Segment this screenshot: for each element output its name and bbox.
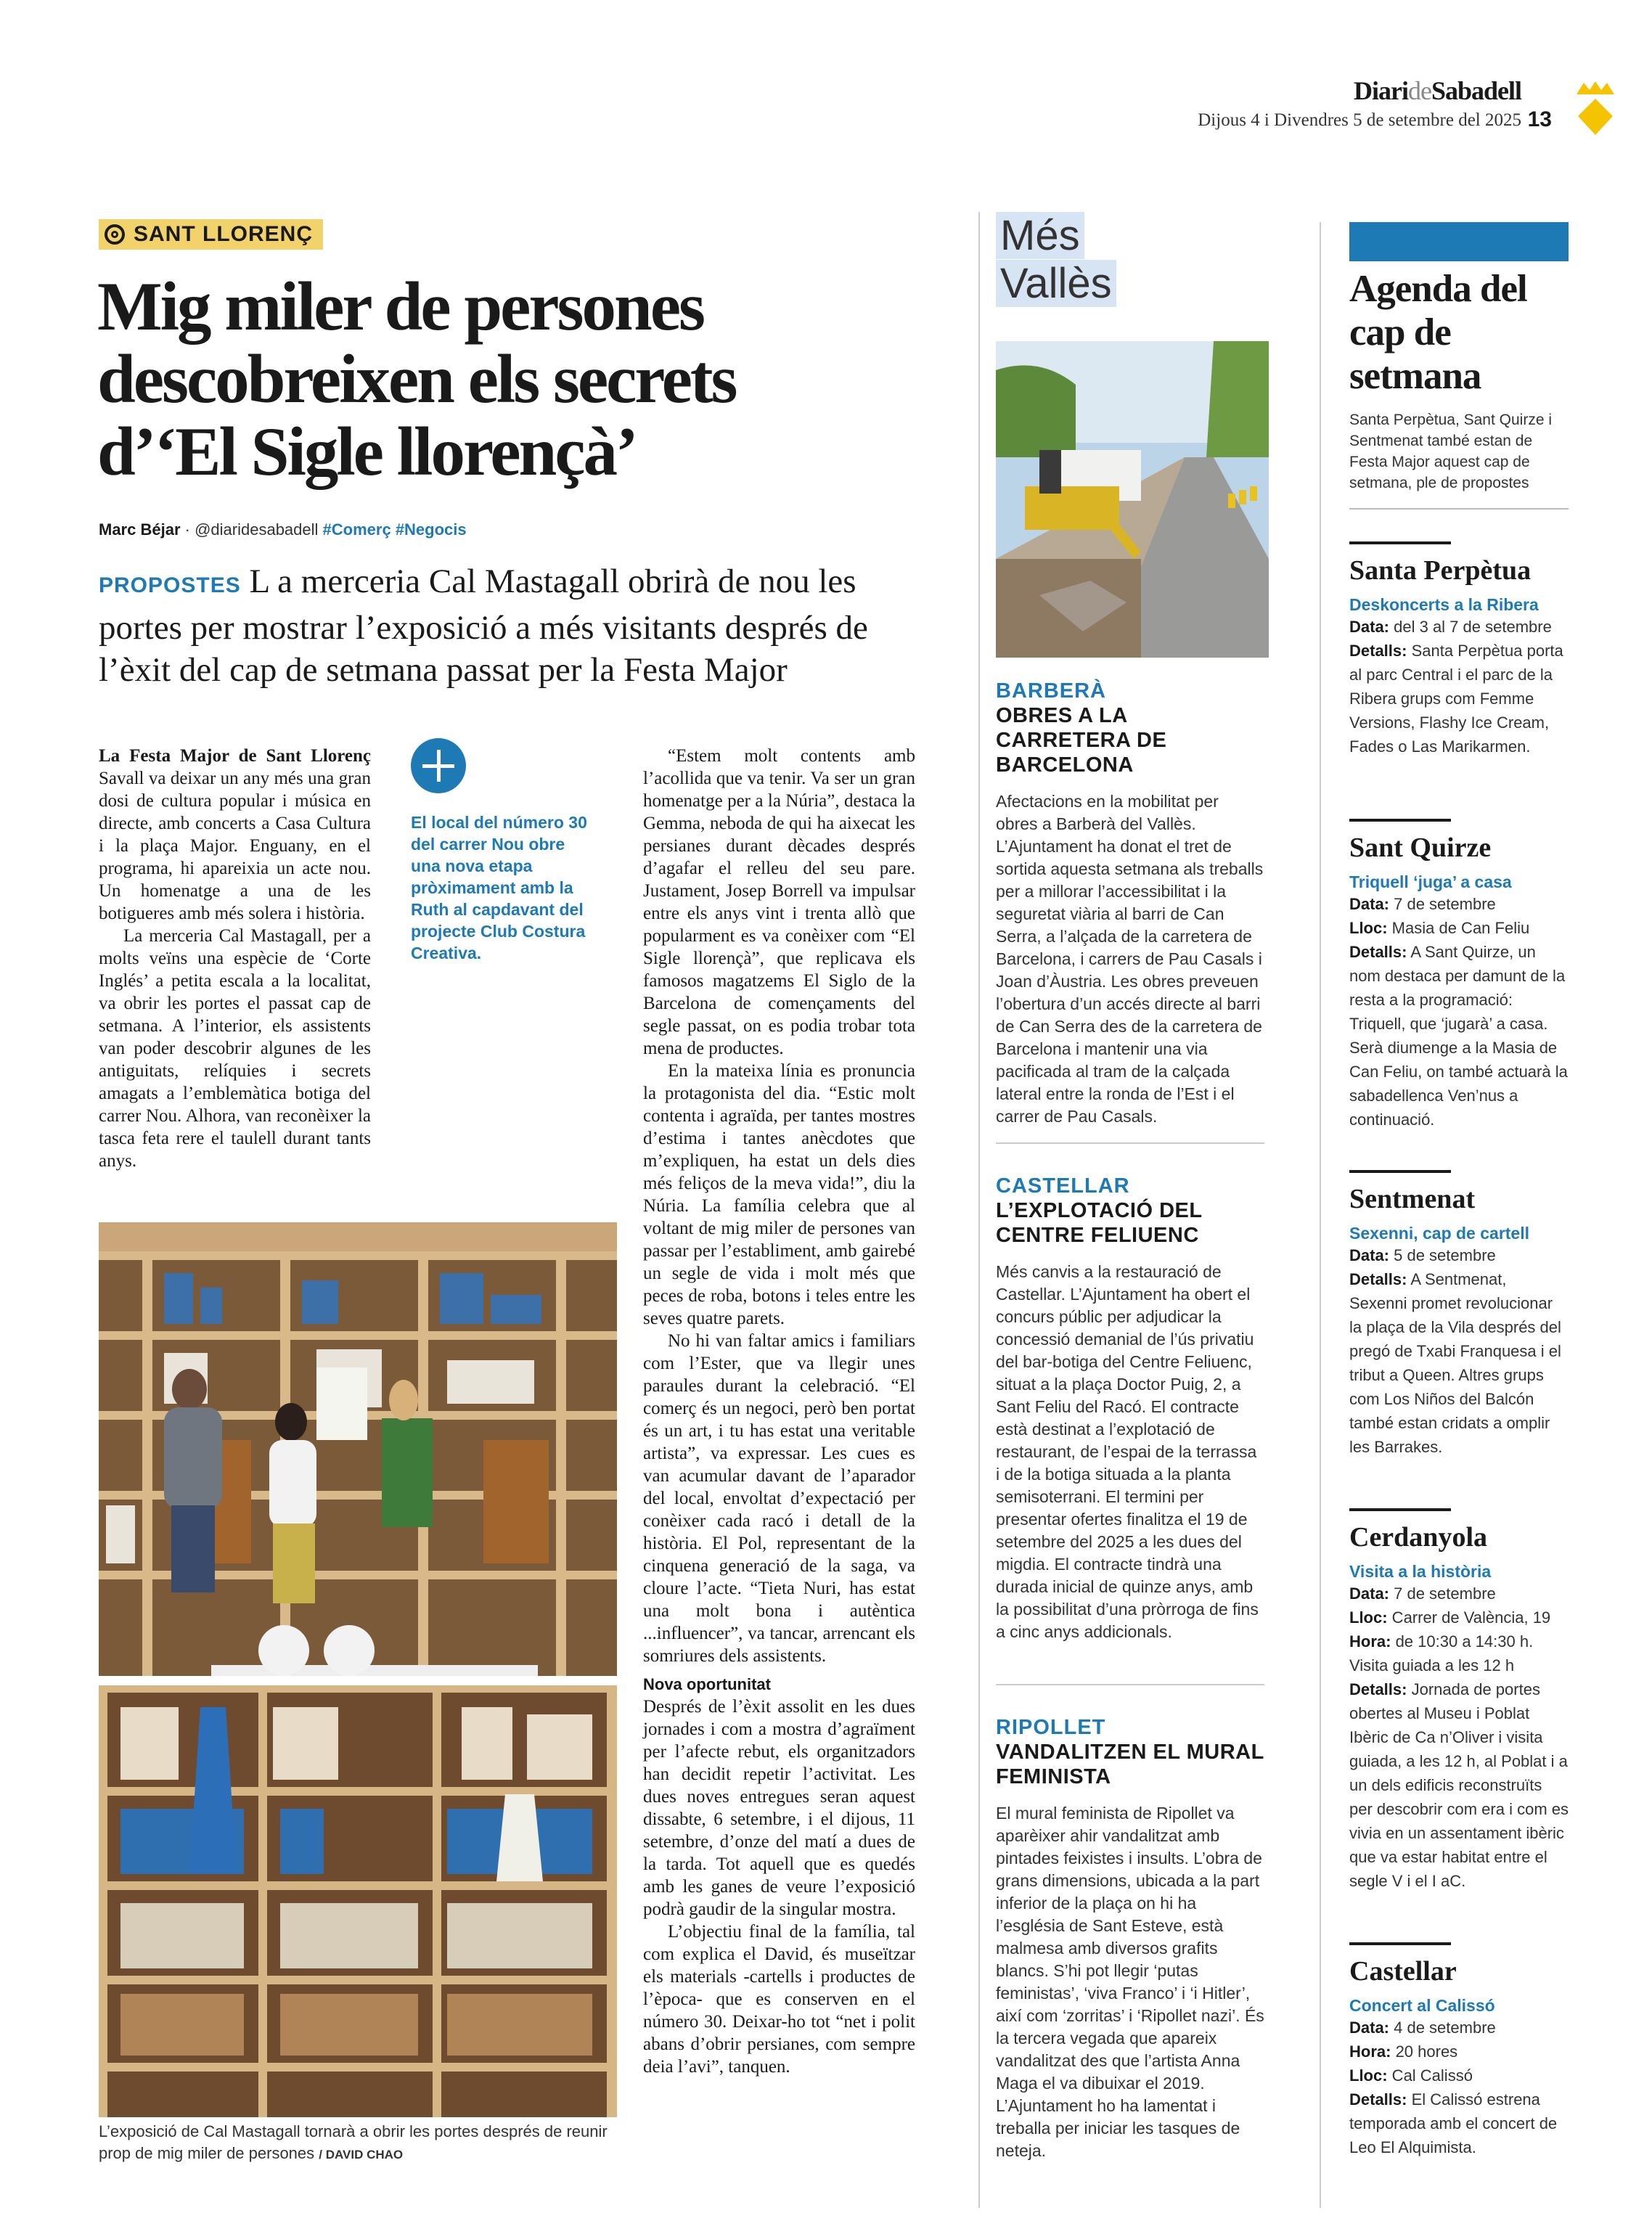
agenda-town: Cerdanyola <box>1349 1522 1487 1553</box>
shop-interior-photo <box>99 1222 617 1676</box>
paragraph: L’objectiu final de la família, tal com explica el David, és museïtzar els materials -cartells i productes de l’època- que es conserven en el número 30. Deixar-ho tot “net i polit abans d’obrir persianes, com sempre deia l’avi”, tanquen. <box>643 1922 915 2077</box>
line-key: Detalls: <box>1349 2090 1407 2109</box>
line-key: Hora: <box>1349 2042 1391 2061</box>
agenda-rule <box>1349 541 1451 544</box>
agenda-rule <box>1349 1508 1451 1511</box>
article-column-1 <box>99 745 371 1172</box>
agenda-details <box>1349 892 1569 1132</box>
line-key: Data: <box>1349 618 1390 636</box>
agenda-intro: Santa Perpètua, Sant Quirze i Sentmenat també estan de Festa Major aquest cap de setmana, ple de propostes <box>1349 412 1552 491</box>
line-key: Lloc: <box>1349 919 1388 937</box>
sabadell-crown-logo-icon <box>1574 80 1617 138</box>
paragraph <box>99 745 371 925</box>
line-value: 4 de setembre <box>1389 2019 1496 2037</box>
road-works-photo <box>996 341 1269 658</box>
line-value: A Sant Quirze, un nom destaca per damunt de la resta a la programació: Triquell, que ‘jugarà’ a casa. Serà diumenge a la Masia de Can Feliu, on també actuarà la sabadellenca Ven’nus a continuació. <box>1349 943 1568 1129</box>
agenda-line <box>1349 940 1569 1132</box>
agenda-line <box>1349 2016 1569 2040</box>
agenda-town: Sant Quirze <box>1349 833 1492 863</box>
brief-town: CASTELLAR <box>996 1174 1130 1198</box>
line-value: Santa Perpètua porta al parc Central i el parc de la Ribera grups com Femme Versions, Flashy Ice Cream, Fades o Las Marikarmen. <box>1349 642 1563 756</box>
line-key: Lloc: <box>1349 1608 1388 1627</box>
agenda-line <box>1349 892 1569 916</box>
agenda-line <box>1349 1677 1569 1893</box>
shop-shelves-photo <box>99 1685 617 2117</box>
subhead: Nova oportunitat <box>643 1675 771 1693</box>
section-tag <box>99 219 323 250</box>
agenda-line <box>1349 916 1569 940</box>
agenda-item-castellar <box>1349 1942 1569 2159</box>
line-value: 20 hores <box>1391 2042 1458 2061</box>
agenda-item-cerdanyola <box>1349 1508 1569 1893</box>
paragraph: Després de l’èxit assolit en les dues jornades i com a mostra d’agraïment per l’afecte rebut, els organitzadors han decidit repetir l’activitat. Les dues noves entregues seran aquest dissabte, 6 setembre, i el dijous, 11 setembre, d’onze del matí a dues de la tarda. Tot aquell que es quedés amb les ganes de veure l’exposició podrà gaudir de la singular mostra. <box>643 1697 915 1919</box>
photo-caption <box>99 2121 621 2166</box>
agenda-line <box>1349 1267 1569 1459</box>
agenda-rule <box>1349 819 1451 822</box>
agenda-line <box>1349 615 1569 639</box>
masthead <box>1354 75 1521 106</box>
agenda-item-santa-perpetua <box>1349 541 1569 758</box>
pull-quote: El local del número 30 del carrer Nou obre una nova etapa pròximament amb la Ruth al capdavant del projecte Club Costura Creativa. <box>411 813 587 962</box>
line-value: 5 de setembre <box>1389 1246 1496 1264</box>
brief-body: Afectacions en la mobilitat per obres a Barberà del Vallès. L’Ajuntament ha donat el tret de sortida aquesta setmana als treballs per a millorar l’accessibilitat i la seguretat viària al barri de Can Serra, a l’alçada de la carretera de Barcelona, i carrers de Pau Casals i Joan d’Àustria. Les obres preveuen l’obertura d’un accés directe al barri de Can Serra des de la carretera de Barcelona i mantenir una via pacificada al tram de la calçada lateral entre la ronda de l’Est i el carrer de Pau Casals. <box>996 792 1264 1126</box>
agenda-event[interactable]: Sexenni, cap de cartell <box>1349 1224 1530 1243</box>
column-divider <box>1320 222 1321 2208</box>
agenda-title: Agenda del cap de setmana <box>1349 268 1527 397</box>
lead-text: L a merceria Cal Mastagall obrirà de nou les portes per mostrar l’exposició a més visitants després de l’èxit del cap de setmana passat per la Festa Major <box>99 563 868 689</box>
brief-title[interactable]: OBRES A LA CARRETERA DE BARCELONA <box>996 704 1167 777</box>
paragraph-text: Savall va deixar un any més una gran dosi de cultura popular i música en directe, amb concerts a Casa Cultura i la plaça Major. Enguany, en el programa, hi apareixia un acte nou. Un homenatge a una de les botigueres amb més solera i història. <box>99 769 371 923</box>
line-key: Data: <box>1349 895 1390 913</box>
agenda-rule <box>1349 1170 1451 1173</box>
brief-title[interactable]: L’EXPLOTACIÓ DEL CENTRE FELIUENC <box>996 1199 1203 1247</box>
agenda-line <box>1349 1606 1569 1629</box>
line-value: Cal Calissó <box>1387 2066 1473 2085</box>
line-value: 7 de setembre <box>1389 1584 1496 1603</box>
paragraph: “Estem molt contents amb l’acollida que va tenir. Va ser un gran homenatge per a la Núria”, destaca la Gemma, neboda de qui ha aixecat les persianes durant dècades després d’agafar el relleu del seu pare. Justament, Josep Borrell va impulsar entre els anys vint i trenta allò que popularment es va conèixer com “El Sigle llorençà”, que replicava els famosos magatzems El Siglo de la Barcelona de començaments del segle passat, on es podia trobar tota mena de productes. <box>643 746 915 1058</box>
brand-part: Sabadell <box>1431 76 1521 105</box>
agenda-town: Sentmenat <box>1349 1184 1476 1214</box>
paragraph: En la mateixa línia es pronuncia la protagonista del dia. “Estic molt contenta i agraïda, per tantes mostres d’estima i tantes anècdotes que m’expliquen, ha estat un dels dies més feliços de la meva vida!”, diu la Núria. La família celebra que al voltant de mig miler de persones van passar per l’establiment, amb gairebé un segle de vida i molt més que peces de roba, botons i teles entre les seves quatre parets. <box>643 1061 915 1328</box>
agenda-details <box>1349 2016 1569 2159</box>
plus-icon <box>411 738 466 793</box>
agenda-town: Santa Perpètua <box>1349 555 1532 586</box>
agenda-line <box>1349 2064 1569 2087</box>
line-key: Detalls: <box>1349 1270 1407 1288</box>
line-value: El Calissó estrena temporada amb el concert de Leo El Alquimista. <box>1349 2090 1558 2156</box>
section-label: SANT LLORENÇ <box>134 222 313 246</box>
line-value: A Sentmenat, Sexenni promet revolucionar la plaça de la Vila després del pregó de Txabi Franquesa i el tribut a Queen. Altres grups com Los Niños del Balcón també estan cridats a omplir les Barrakes. <box>1349 1270 1561 1456</box>
line-value: Carrer de València, 19 <box>1387 1608 1551 1627</box>
line-key: Detalls: <box>1349 1680 1407 1698</box>
agenda-line <box>1349 2040 1569 2064</box>
news-brief-ripollet <box>996 1716 1264 2162</box>
brief-title[interactable]: VANDALITZEN EL MURAL FEMINISTA <box>996 1741 1264 1788</box>
brand-part: Diari <box>1353 76 1408 105</box>
agenda-line <box>1349 639 1569 758</box>
brief-body: El mural feminista de Ripollet va aparèixer ahir vandalitzat amb pintades feixistes i insults. L’obra de grans dimensions, ubicada a la part inferior de la plaça on hi ha l’església de Sant Esteve, està malmesa amb diversos grafits blancs. S’hi pot llegir ‘putas feministas’, ‘viva Franco’ i ‘i Hitler’, així com ‘zorritas’ i ‘Ripollet nazi’. És la tercera vegada que apareix vandalitzat des que l’artista Anna Maga el va dibuixar el 2019. L’Ajuntament ho ha lamentat i treballa per iniciar les tasques de neteja. <box>996 1804 1264 2160</box>
photo-credit: / DAVID CHAO <box>319 2148 404 2161</box>
agenda-details <box>1349 615 1569 758</box>
agenda-line <box>1349 1582 1569 1606</box>
agenda-event[interactable]: Concert al Calissó <box>1349 1996 1495 2015</box>
news-brief-castellar <box>996 1174 1264 1643</box>
agenda-line <box>1349 1629 1569 1677</box>
author-handle[interactable]: @diaridesabadell <box>195 520 319 539</box>
agenda-event[interactable]: Deskoncerts a la Ribera <box>1349 595 1539 614</box>
agenda-details <box>1349 1243 1569 1459</box>
paragraph-lede: La Festa Major de Sant Llorenç <box>99 746 371 766</box>
agenda-line <box>1349 2087 1569 2159</box>
agenda-item-sant-quirze <box>1349 819 1569 1132</box>
tag-link[interactable]: #Negocis <box>395 520 467 539</box>
line-key: Data: <box>1349 2019 1390 2037</box>
line-value: 7 de setembre <box>1389 895 1496 913</box>
article-column-3 <box>643 745 915 2078</box>
article-lead <box>99 560 933 691</box>
tag-link[interactable]: #Comerç <box>322 520 391 539</box>
agenda-town: Castellar <box>1349 1956 1457 1987</box>
issue-date: Dijous 4 i Divendres 5 de setembre del 2025 <box>1198 110 1521 130</box>
line-value: de 10:30 a 14:30 h. Visita guiada a les 12 h <box>1349 1632 1534 1674</box>
caption-text: L’exposició de Cal Mastagall tornarà a obrir les portes després de reunir prop de mig miler de persones <box>99 2122 608 2162</box>
line-value: Jornada de portes obertes al Museu i Poblat Ibèric de Ca n’Oliver i visita guiada, a les 12 h, al Poblat i a un dels edificis reconstruïts per descobrir com era i com es vivia en un assentament ibèric que va estar habitat entre el segle V i el I aC. <box>1349 1680 1569 1890</box>
brief-body: Més canvis a la restauració de Castellar. L’Ajuntament ha obert el concurs públic per adjudicar la concessió demanial de l’ús privatiu del bar-botiga del Centre Feliuenc, situat a la plaça Doctor Puig, 2, a Sant Feliu del Racó. El contracte està destinat a l’explotació de restaurant, de l’espai de la terrassa i de la botiga situada a la planta semisoterrani. El termini per presentar ofertes finalitza el 19 de setembre del 2025 a les dues del migdia. El contracte tindrà una durada inicial de quinze anys, amb la possibilitat d’una pròrroga de fins a cinc anys addicionals. <box>996 1262 1259 1641</box>
line-key: Hora: <box>1349 1632 1391 1651</box>
agenda-divider <box>1349 508 1569 510</box>
line-value: del 3 al 7 de setembre <box>1389 618 1552 636</box>
brand-part: de <box>1407 76 1431 105</box>
byline: Marc Béjar · @diaridesabadell #Comerç #Negocis <box>99 520 467 539</box>
label-line: Vallès <box>996 260 1116 307</box>
line-key: Detalls: <box>1349 642 1407 660</box>
brief-divider <box>996 1142 1264 1144</box>
mes-valles-label <box>996 212 1116 308</box>
agenda-header-bar <box>1349 222 1569 261</box>
lead-kicker: PROPOSTES <box>99 573 241 597</box>
line-value: Masia de Can Feliu <box>1387 919 1530 937</box>
label-line: Més <box>996 212 1084 259</box>
agenda-line <box>1349 1243 1569 1267</box>
paragraph: No hi van faltar amics i familiars com l’Ester, que va llegir unes paraules durant la celebració. “El comerç és un negoci, però ben portat és un art, i tu has estat una veritable artista”, va expressar. Les cues es van acumular davant de l’aparador del local, envoltat d’expectació per conèixer cada racó i detall de la història. El Pol, representant de la cinquena generació de la saga, va cloure l’acte. “Tieta Nuri, has estat una molt bona i autèntica ...influencer”, va tancar, arrencant els somriures dels assistents. <box>643 1331 915 1666</box>
agenda-rule <box>1349 1942 1451 1945</box>
brief-town: BARBERÀ <box>996 679 1106 703</box>
headline: Mig miler de persones descobreixen els secrets d’‘El Sigle llorençà’ <box>97 268 736 490</box>
agenda-event[interactable]: Visita a la història <box>1349 1562 1492 1581</box>
agenda-item-sentmenat <box>1349 1170 1569 1459</box>
line-key: Lloc: <box>1349 2066 1388 2085</box>
line-key: Data: <box>1349 1246 1390 1264</box>
agenda-details <box>1349 1582 1569 1893</box>
author-name: Marc Béjar <box>99 520 181 539</box>
brief-divider <box>996 1684 1264 1685</box>
page-number: 13 <box>1527 107 1552 131</box>
paragraph: La merceria Cal Mastagall, per a molts veïns una espècie de ‘Corte Inglés’ a petita escala a la localitat, va obrir les portes el passat cap de setmana. A l’interior, els assistents van poder descobrir algunes de les antiguitats, relíquies i secrets amagats a l’emblemàtica botiga del carrer Nou. Alhora, van reconèixer la tasca feta rere el taulell durant tants anys. <box>99 926 371 1171</box>
agenda-event[interactable]: Triquell ‘juga’ a casa <box>1349 872 1512 891</box>
brief-town: RIPOLLET <box>996 1716 1106 1739</box>
line-key: Detalls: <box>1349 943 1407 961</box>
line-key: Data: <box>1349 1584 1390 1603</box>
section-ring-icon <box>105 224 125 245</box>
column-divider <box>978 212 980 2208</box>
news-brief-barbera <box>996 679 1264 1128</box>
